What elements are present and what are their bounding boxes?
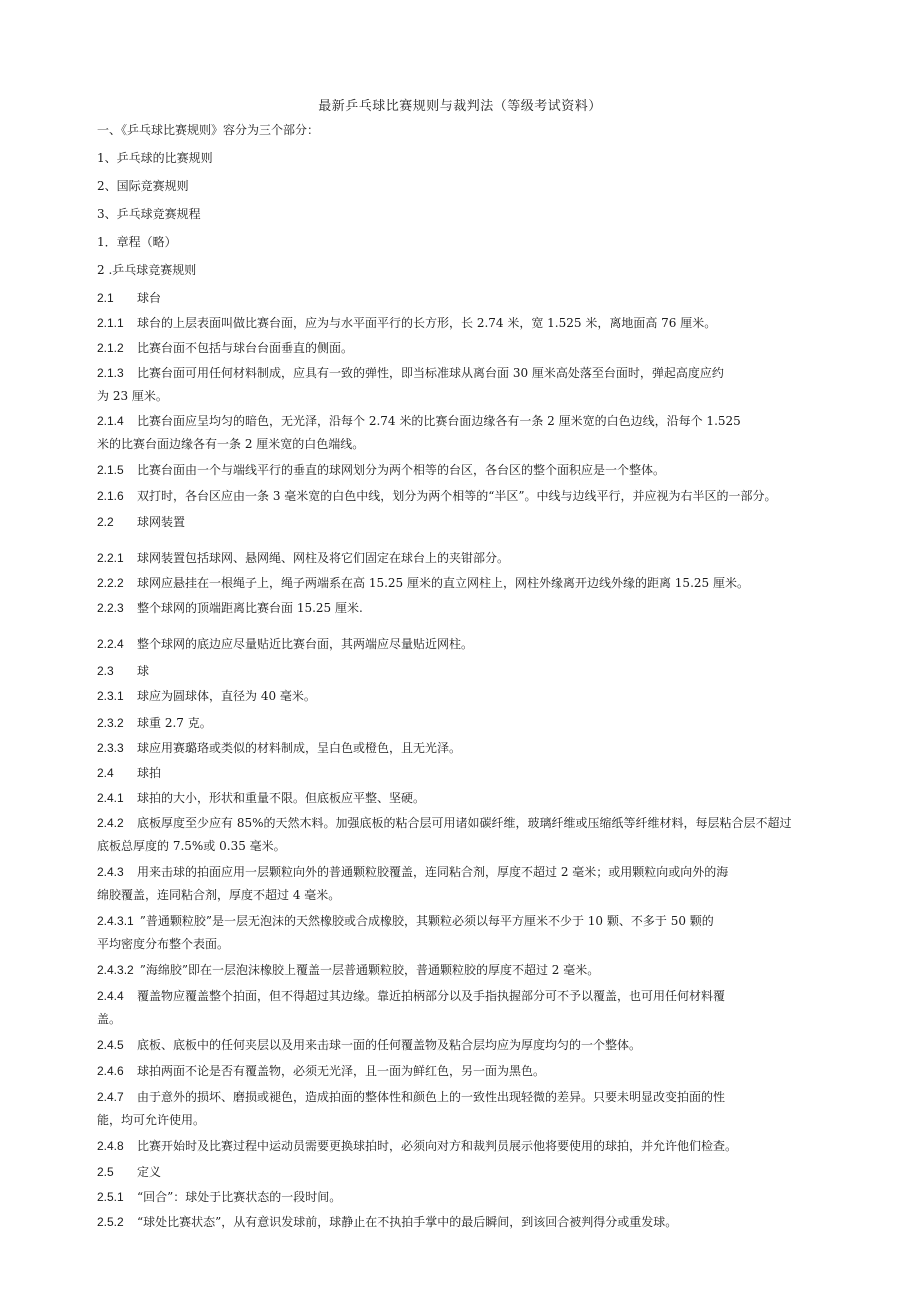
clause-number: 2.5 xyxy=(97,1165,114,1179)
clause-text: 球应用赛璐珞或类似的材料制成，呈白色或橙色，且无光泽。 xyxy=(137,741,462,755)
clause-text: 能，均可允许使用。 xyxy=(97,1113,206,1127)
clause-text: “回合”：球处于比赛状态的一段时间。 xyxy=(137,1190,342,1204)
clause-text: 1、乒乓球的比赛规则 xyxy=(97,151,213,165)
clause-2-4 xyxy=(97,765,161,781)
clause-2-2-1 xyxy=(97,550,509,566)
clause-text: 球拍两面不论是否有覆盖物，必须无光泽，且一面为鲜红色，另一面为黑色。 xyxy=(137,1064,546,1078)
clause-number: 2.2.3 xyxy=(97,601,124,615)
clause-text: 2 .乒乓球竞赛规则 xyxy=(97,263,197,277)
clause-text: 由于意外的损坏、磨损或褪色，造成拍面的整体性和颜色上的一致性出现轻微的差异。只要未明显改变拍面的性 xyxy=(137,1090,726,1104)
text-line xyxy=(97,206,201,222)
clause-text: 球网装置包括球网、悬网绳、网柱及将它们固定在球台上的夹钳部分。 xyxy=(137,551,510,565)
document-title: 最新乒乓球比赛规则与裁判法（等级考试资料） xyxy=(318,99,602,114)
clause-2-5-1 xyxy=(97,1189,341,1205)
text-line xyxy=(97,887,340,903)
clause-2-5-2 xyxy=(97,1214,677,1230)
clause-2-2-2 xyxy=(97,575,749,591)
text-line xyxy=(97,178,189,194)
clause-2-4-3-1 xyxy=(97,913,714,929)
text-line xyxy=(97,838,286,854)
clause-2-1 xyxy=(97,290,161,306)
clause-text: 底板、底板中的任何夹层以及用来击球一面的任何覆盖物及粘合层均应为厚度均匀的一个整体。 xyxy=(137,1038,642,1052)
clause-number: 2.4.8 xyxy=(97,1139,124,1153)
clause-text: 绵胶覆盖，连同粘合剂，厚度不超过 4 毫米。 xyxy=(97,888,341,902)
clause-text: 球重 2.7 克。 xyxy=(137,716,212,730)
clause-text: 底板厚度至少应有 85%的天然木料。加强底板的粘合层可用诸如碳纤维，玻璃纤维或压缩纸等纤维材料，每层粘合层不超过 xyxy=(137,816,792,830)
text-line xyxy=(97,436,364,452)
clause-2-4-6 xyxy=(97,1063,545,1079)
clause-number: 2.5.1 xyxy=(97,1190,124,1204)
clause-2-1-3 xyxy=(97,365,724,381)
clause-2-5 xyxy=(97,1164,161,1180)
clause-number: 2.3.2 xyxy=(97,716,124,730)
text-line xyxy=(97,388,168,404)
clause-text: 球网装置 xyxy=(137,515,186,529)
clause-text: 比赛开始时及比赛过程中运动员需要更换球拍时，必须向对方和裁判员展示他将要使用的球拍，并允许他们检查。 xyxy=(137,1139,738,1153)
clause-2-1-1 xyxy=(97,315,716,331)
clause-text: 比赛台面由一个与端线平行的垂直的球网划分为两个相等的台区，各台区的整个面积应是一个整体。 xyxy=(137,463,666,477)
clause-number: 2.1 xyxy=(97,291,114,305)
clause-number: 2.1.5 xyxy=(97,463,124,477)
clause-text: 2、国际竞赛规则 xyxy=(97,179,189,193)
text-line xyxy=(97,1011,121,1027)
clause-number: 2.1.4 xyxy=(97,414,124,428)
clause-number: 2.2 xyxy=(97,515,114,529)
clause-2-2 xyxy=(97,514,185,530)
clause-text: 球拍 xyxy=(137,766,162,780)
clause-2-4-5 xyxy=(97,1037,641,1053)
clause-text: 整个球网的底边应尽量贴近比赛台面，其两端应尽量贴近网柱。 xyxy=(137,637,474,651)
clause-text: 球拍的大小，形状和重量不限。但底板应平整、坚硬。 xyxy=(137,791,426,805)
clause-text: 平均密度分布整个表面。 xyxy=(97,937,230,951)
clause-number: 2.2.1 xyxy=(97,551,124,565)
clause-number: 2.4 xyxy=(97,766,114,780)
clause-number: 2.1.2 xyxy=(97,341,124,355)
text-line xyxy=(97,150,213,166)
clause-2-1-6 xyxy=(97,488,777,504)
clause-2-4-8 xyxy=(97,1138,737,1154)
clause-text: 比赛台面应呈均匀的暗色，无光泽，沿每个 2.74 米的比赛台面边缘各有一条 2 厘米宽的白色边线，沿每个 1.525 xyxy=(137,414,741,428)
clause-number: 2.1.6 xyxy=(97,489,124,503)
clause-text: 盖。 xyxy=(97,1012,122,1026)
clause-text: 3、乒乓球竞赛规程 xyxy=(97,207,201,221)
clause-text: 用来击球的拍面应用一层颗粒向外的普通颗粒胶覆盖，连同粘合剂，厚度不超过 2 毫米；或用颗粒向或向外的海 xyxy=(137,865,729,879)
clause-number: 2.4.3.1 xyxy=(97,914,134,928)
clause-2-3-1 xyxy=(97,688,316,704)
clause-number: 2.4.7 xyxy=(97,1090,124,1104)
clause-number: 2.4.6 xyxy=(97,1064,124,1078)
clause-2-3-3 xyxy=(97,740,461,756)
text-line xyxy=(97,1112,205,1128)
clause-number: 2.4.2 xyxy=(97,816,124,830)
clause-2-4-1 xyxy=(97,790,425,806)
clause-text: 整个球网的顶端距离比赛台面 15.25 厘米. xyxy=(137,601,363,615)
clause-2-3 xyxy=(97,663,149,679)
clause-number: 2.2.4 xyxy=(97,637,124,651)
clause-number: 2.4.3 xyxy=(97,865,124,879)
clause-2-4-4 xyxy=(97,988,725,1004)
text-line xyxy=(97,936,229,952)
clause-2-1-5 xyxy=(97,462,665,478)
clause-number: 2.4.3.2 xyxy=(97,963,134,977)
clause-text: 球台的上层表面叫做比赛台面，应为与水平面平行的长方形，长 2.74 米，宽 1.525 米，离地面高 76 厘米。 xyxy=(137,316,717,330)
clause-text: 球台 xyxy=(137,291,162,305)
clause-number: 2.3.3 xyxy=(97,741,124,755)
clause-text: 为 23 厘米。 xyxy=(97,389,168,403)
clause-2-4-3 xyxy=(97,864,728,880)
clause-text: 1．章程（略） xyxy=(97,235,177,249)
clause-text: ”海绵胶”即在一层泡沫橡胶上覆盖一层普通颗粒胶，普通颗粒胶的厚度不超过 2 毫米。 xyxy=(139,963,600,977)
clause-text: 一、《乒乓球比赛规则》容分为三个部分： xyxy=(97,123,320,137)
clause-number: 2.5.2 xyxy=(97,1215,124,1229)
clause-text: ”普通颗粒胶”是一层无泡沫的天然橡胶或合成橡胶，其颗粒必须以每平方厘米不少于 10 颗、不多于 50 颗的 xyxy=(139,914,714,928)
clause-text: 球 xyxy=(137,664,150,678)
clause-number: 2.4.4 xyxy=(97,989,124,1003)
clause-number: 2.3.1 xyxy=(97,689,124,703)
text-line xyxy=(97,262,196,278)
clause-2-3-2 xyxy=(97,715,212,731)
clause-number: 2.1.1 xyxy=(97,316,124,330)
clause-text: 比赛台面不包括与球台台面垂直的侧面。 xyxy=(137,341,354,355)
clause-2-4-7 xyxy=(97,1089,725,1105)
clause-text: 底板总厚度的 7.5%或 0.35 毫米。 xyxy=(97,839,286,853)
clause-number: 2.1.3 xyxy=(97,366,124,380)
clause-text: 比赛台面可用任何材料制成，应具有一致的弹性，即当标准球从离台面 30 厘米高处落至台面时，弹起高度应约 xyxy=(137,366,724,380)
clause-2-4-3-2 xyxy=(97,962,599,978)
clause-2-2-4 xyxy=(97,636,473,652)
clause-number: 2.4.5 xyxy=(97,1038,124,1052)
clause-number: 2.4.1 xyxy=(97,791,124,805)
text-line xyxy=(97,122,319,138)
clause-text: 米的比赛台面边缘各有一条 2 厘米宽的白色端线。 xyxy=(97,437,365,451)
clause-text: 球网应悬挂在一根绳子上，绳子两端系在高 15.25 厘米的直立网柱上，网柱外缘离开边线外缘的距离 15.25 厘米。 xyxy=(137,576,749,590)
clause-text: 定义 xyxy=(137,1165,162,1179)
clause-text: 球应为圆球体，直径为 40 毫米。 xyxy=(137,689,316,703)
clause-text: 双打时，各台区应由一条 3 毫米宽的白色中线，划分为两个相等的“半区”。中线与边线平行，并应视为右半区的一部分。 xyxy=(137,489,777,503)
clause-2-2-3 xyxy=(97,600,363,616)
clause-2-1-2 xyxy=(97,340,353,356)
clause-2-1-4 xyxy=(97,413,741,429)
clause-number: 2.2.2 xyxy=(97,576,124,590)
clause-text: “球处比赛状态”，从有意识发球前，球静止在不执拍手掌中的最后瞬间，到该回合被判得分或重发球。 xyxy=(137,1215,678,1229)
clause-number: 2.3 xyxy=(97,664,114,678)
text-line xyxy=(97,234,177,250)
clause-text: 覆盖物应覆盖整个拍面，但不得超过其边缘。靠近拍柄部分以及手指执握部分可不予以覆盖，也可用任何材料覆 xyxy=(137,989,726,1003)
clause-2-4-2 xyxy=(97,815,792,831)
